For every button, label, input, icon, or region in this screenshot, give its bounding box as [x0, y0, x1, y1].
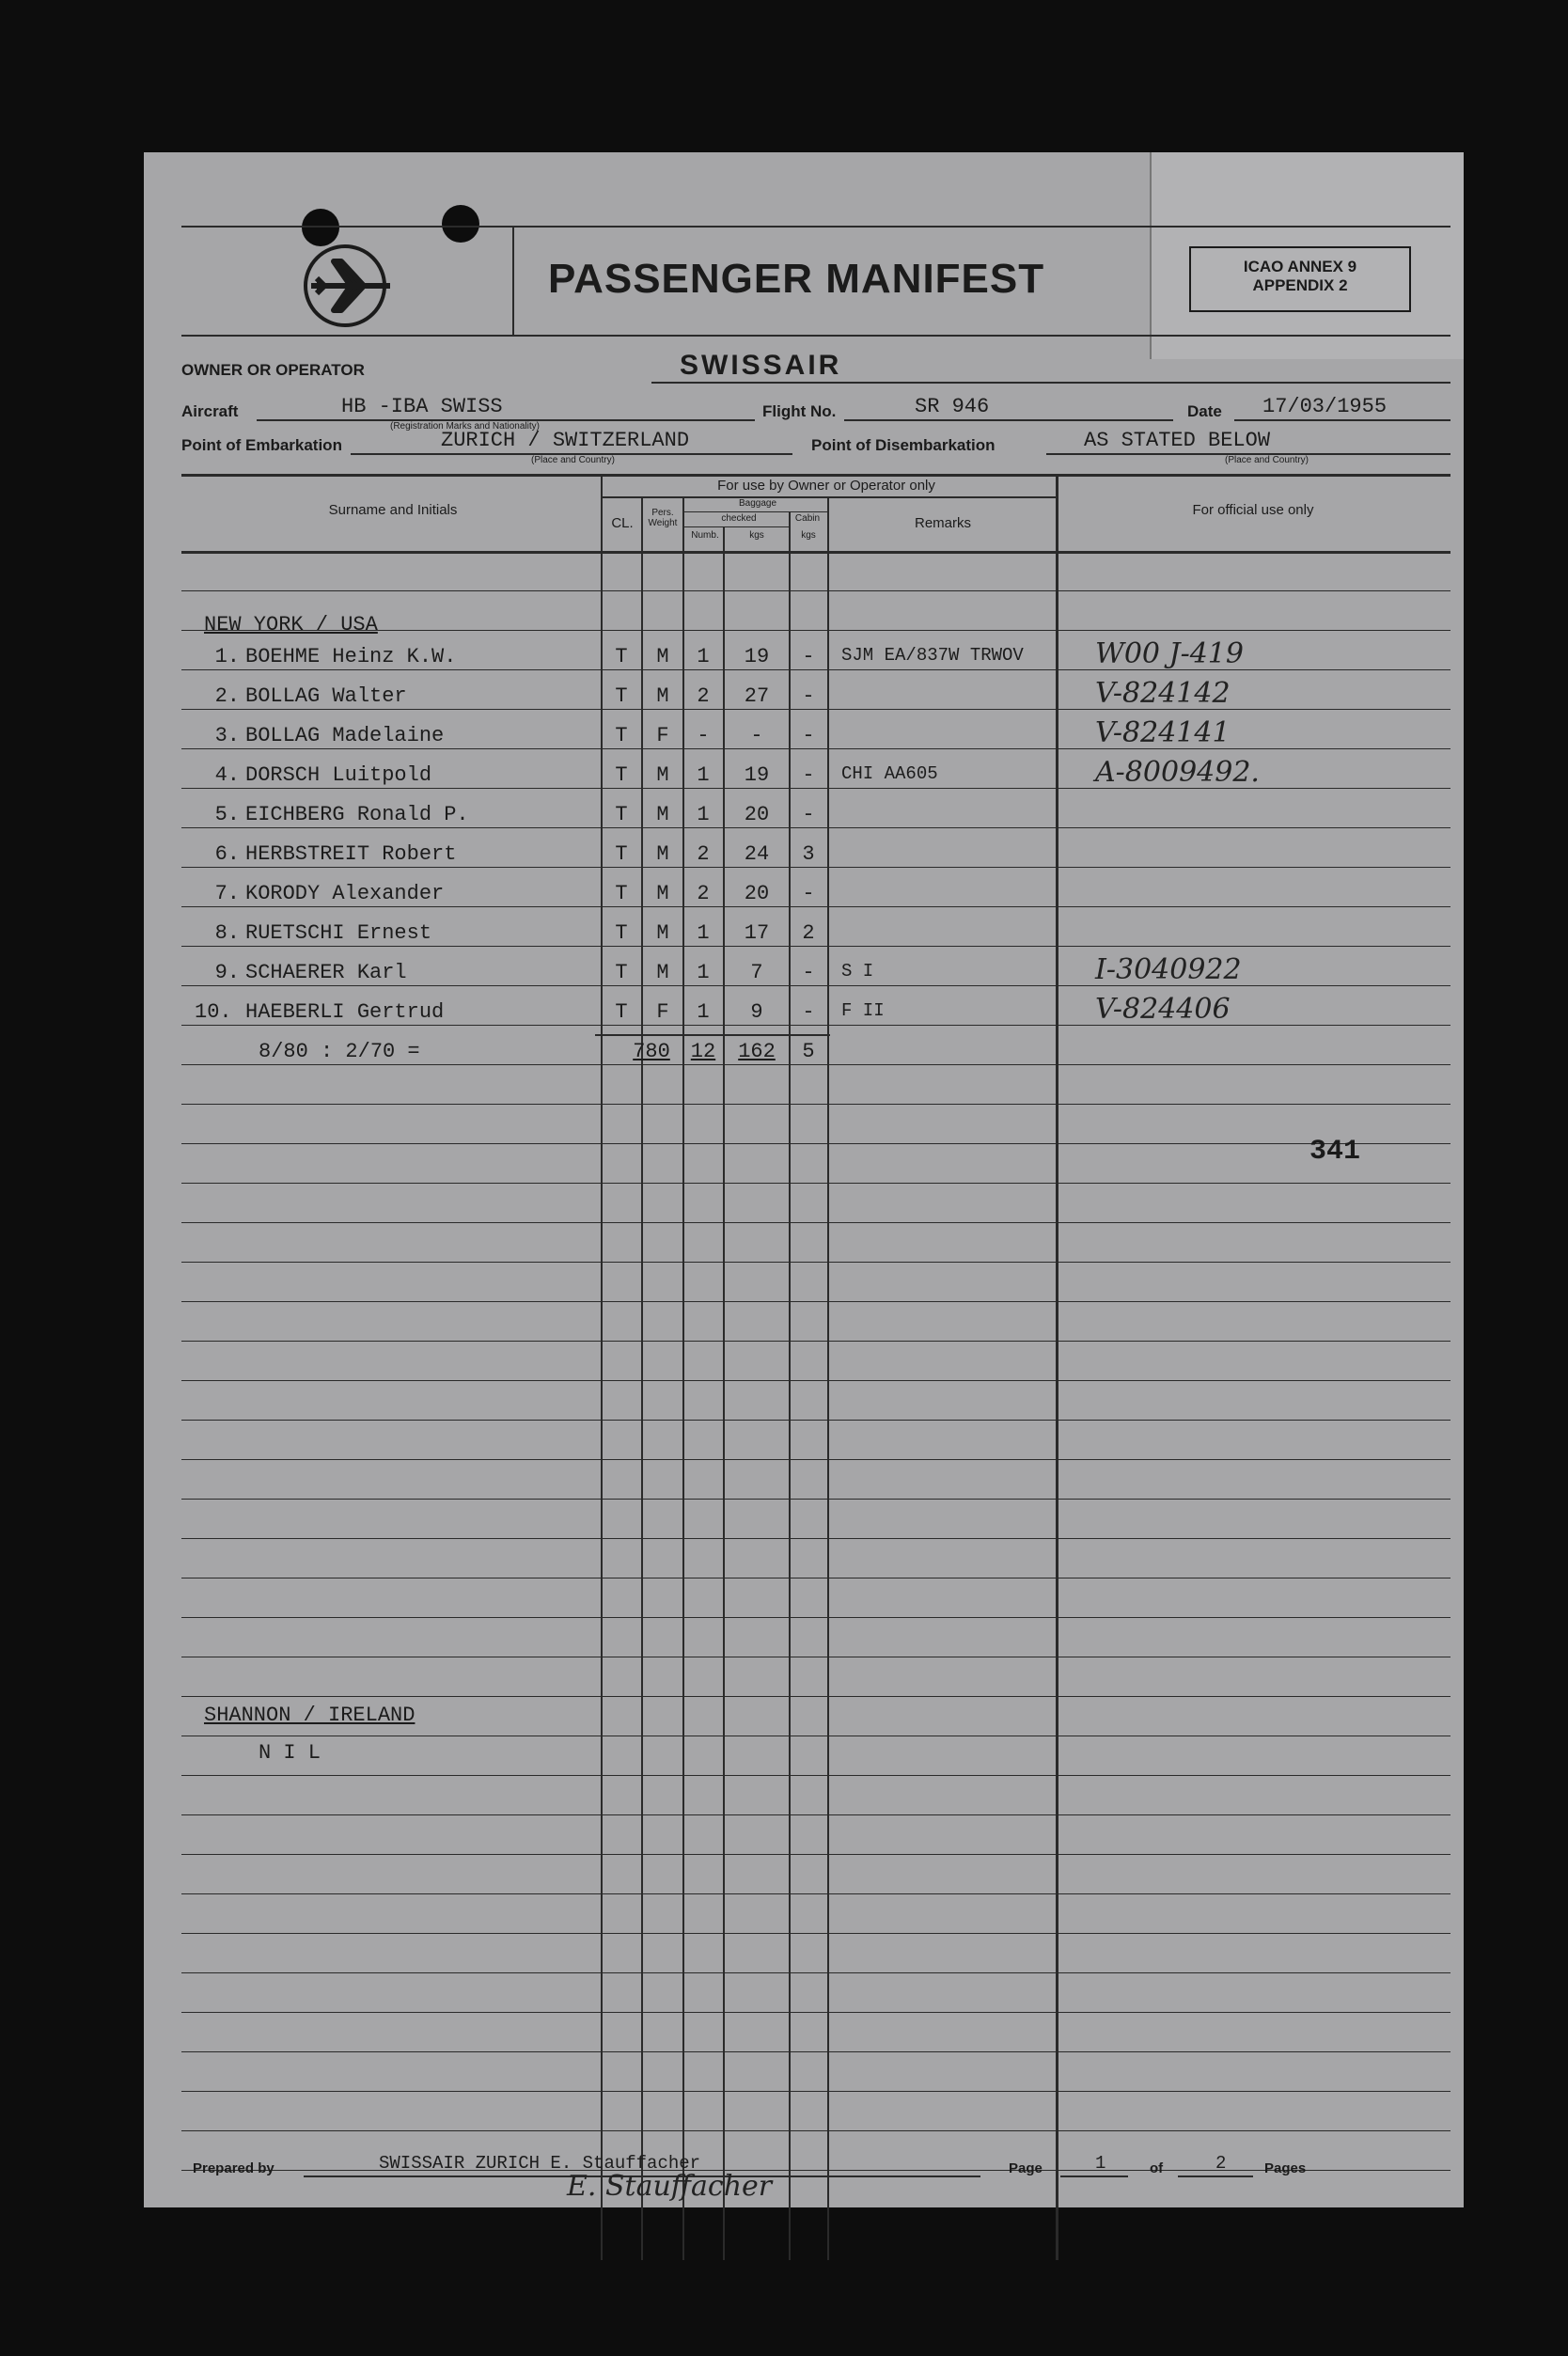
passenger-number: 3.: [214, 724, 240, 747]
ruled-line: [181, 1222, 1450, 1223]
cabin-header: Cabin: [794, 513, 821, 524]
passenger-name: BOEHME Heinz K.W.: [245, 645, 457, 668]
aircraft-note: (Registration Marks and Nationality): [390, 421, 540, 432]
cabin-kgs: 2: [802, 921, 815, 945]
totals-cabin: 5: [802, 1040, 815, 1063]
numb-header: Numb.: [691, 530, 719, 541]
passenger-class: T: [615, 684, 628, 708]
owner-label: OWNER OR OPERATOR: [181, 361, 365, 379]
passenger-class: T: [615, 961, 628, 984]
ruled-line: [181, 669, 1450, 670]
ruled-line: [181, 1854, 1450, 1855]
baggage-kgs: 17: [744, 921, 770, 945]
icao-line2: APPENDIX 2: [1252, 276, 1348, 294]
ruled-line: [181, 1578, 1450, 1579]
cabin-kgs: -: [802, 724, 815, 747]
aircraft-label: Aircraft: [181, 402, 239, 420]
passenger-remarks: SJM EA/837W TRWOV: [841, 645, 1024, 666]
pages-label: Pages: [1264, 2160, 1307, 2176]
passenger-name: BOLLAG Madelaine: [245, 724, 445, 747]
baggage-numb: 1: [697, 1000, 710, 1024]
official-entry: V-824141: [1095, 716, 1231, 749]
date-value: 17/03/1955: [1262, 395, 1388, 418]
passenger-number: 1.: [214, 645, 240, 668]
official-entry: I-3040922: [1095, 953, 1242, 986]
passenger-name: BOLLAG Walter: [245, 684, 407, 708]
disembark-value: AS STATED BELOW: [1084, 429, 1271, 452]
cl-header: CL.: [611, 515, 634, 531]
ruled-line: [181, 1696, 1450, 1697]
passenger-remarks: CHI AA605: [841, 763, 938, 784]
baggage-kgs: 27: [744, 684, 770, 708]
baggage-kgs: -: [750, 724, 763, 747]
passenger-number: 2.: [214, 684, 240, 708]
passenger-name: HERBSTREIT Robert: [245, 842, 457, 866]
ruled-line: [181, 1341, 1450, 1342]
kgs-header: kgs: [749, 530, 764, 541]
destination-new-york: NEW YORK / USA: [204, 613, 378, 636]
disembark-note: (Place and Country): [1225, 455, 1309, 465]
embark-label: Point of Embarkation: [181, 436, 342, 454]
ruled-line: [181, 1380, 1450, 1381]
passenger-name: RUETSCHI Ernest: [245, 921, 432, 945]
cabin-kgs: 3: [802, 842, 815, 866]
owner-value: SWISSAIR: [680, 350, 842, 381]
ruled-line: [181, 906, 1450, 907]
passenger-name: KORODY Alexander: [245, 882, 445, 905]
remarks-header: Remarks: [914, 515, 971, 531]
prepared-value: SWISSAIR ZURICH E. Stauffacher: [379, 2153, 701, 2174]
passenger-class: T: [615, 763, 628, 787]
passenger-name: SCHAERER Karl: [245, 961, 407, 984]
passenger-class: T: [615, 724, 628, 747]
passenger-remarks: F II: [841, 1000, 885, 1021]
ruled-line: [181, 1301, 1450, 1302]
passenger-number: 5.: [214, 803, 240, 826]
passenger-weight: M: [656, 645, 669, 668]
totals-label: 8/80 : 2/70 =: [259, 1040, 420, 1063]
signature: E. Stauffacher: [567, 2170, 773, 2203]
official-entry: W00 J-419: [1095, 637, 1244, 670]
page-label: Page: [1009, 2160, 1043, 2176]
ruled-line: [181, 1262, 1450, 1263]
prepared-label: Prepared by: [193, 2160, 274, 2176]
ruled-line: [181, 1538, 1450, 1539]
baggage-kgs: 24: [744, 842, 770, 866]
embark-value: ZURICH / SWITZERLAND: [441, 429, 690, 452]
ruled-line: [181, 788, 1450, 789]
passenger-class: T: [615, 882, 628, 905]
passenger-weight: M: [656, 882, 669, 905]
ruled-line: [181, 709, 1450, 710]
passenger-weight: M: [656, 921, 669, 945]
baggage-kgs: 9: [750, 1000, 763, 1024]
passenger-weight: M: [656, 763, 669, 787]
official-header: For official use only: [1192, 502, 1314, 518]
form-title: PASSENGER MANIFEST: [548, 256, 1045, 302]
aircraft-value: HB -IBA SWISS: [341, 395, 503, 418]
cabin-kgs: -: [802, 1000, 815, 1024]
baggage-numb: 1: [697, 763, 710, 787]
cabin-kgs: -: [802, 803, 815, 826]
ruled-line: [181, 2012, 1450, 2013]
passenger-number: 10.: [195, 1000, 232, 1024]
ruled-line: [181, 748, 1450, 749]
passenger-name: DORSCH Luitpold: [245, 763, 432, 787]
passenger-number: 8.: [214, 921, 240, 945]
cabin-kgs: -: [802, 961, 815, 984]
passenger-number: 9.: [214, 961, 240, 984]
baggage-numb: 1: [697, 645, 710, 668]
cabin-kgs: -: [802, 763, 815, 787]
ruled-line: [181, 1499, 1450, 1500]
passenger-class: T: [615, 803, 628, 826]
baggage-numb: 2: [697, 882, 710, 905]
manifest-sheet: [144, 152, 1464, 2207]
surname-header: Surname and Initials: [328, 502, 458, 518]
icao-line1: ICAO ANNEX 9: [1243, 258, 1357, 275]
ruled-line: [181, 1933, 1450, 1934]
ruled-line: [181, 1025, 1450, 1026]
passenger-weight: M: [656, 803, 669, 826]
ruled-line: [181, 1775, 1450, 1776]
punch-hole: [442, 205, 479, 243]
baggage-kgs: 7: [750, 961, 763, 984]
ruled-line: [181, 1420, 1450, 1421]
of-label: of: [1150, 2160, 1164, 2176]
passenger-number: 6.: [214, 842, 240, 866]
ruled-line: [181, 2051, 1450, 2052]
passenger-class: T: [615, 645, 628, 668]
icao-box: [1189, 246, 1411, 312]
page-value: 1: [1095, 2153, 1106, 2174]
cabin-kgs: -: [802, 645, 815, 668]
passenger-class: T: [615, 842, 628, 866]
passenger-weight: M: [656, 961, 669, 984]
ruled-line: [181, 827, 1450, 828]
cabin-kgs: -: [802, 684, 815, 708]
baggage-numb: 2: [697, 842, 710, 866]
ruled-line: [181, 1104, 1450, 1105]
ruled-line: [181, 1064, 1450, 1065]
passenger-weight: F: [656, 1000, 669, 1024]
pages-value: 2: [1215, 2153, 1227, 2174]
disembark-label: Point of Disembarkation: [811, 436, 996, 454]
passenger-name: HAEBERLI Gertrud: [245, 1000, 445, 1024]
airplane-logo-icon: [296, 239, 400, 333]
ruled-line: [181, 1143, 1450, 1144]
ruled-line: [181, 590, 1450, 591]
embark-note: (Place and Country): [531, 455, 615, 465]
passenger-weight: M: [656, 842, 669, 866]
passenger-weight: F: [656, 724, 669, 747]
ruled-line: [181, 2170, 1450, 2171]
nil-entry: N I L: [259, 1741, 321, 1765]
baggage-kgs: 20: [744, 882, 770, 905]
passenger-number: 4.: [214, 763, 240, 787]
official-entry: A-8009492.: [1095, 756, 1260, 789]
owner-use-header: For use by Owner or Operator only: [717, 478, 935, 494]
ruled-line: [181, 2091, 1450, 2092]
ruled-line: [181, 985, 1450, 986]
ruled-line: [181, 1972, 1450, 1973]
checked-header: checked: [721, 513, 757, 524]
baggage-numb: 1: [697, 803, 710, 826]
ruled-line: [181, 1617, 1450, 1618]
passenger-weight: M: [656, 684, 669, 708]
passenger-name: EICHBERG Ronald P.: [245, 803, 469, 826]
passenger-class: T: [615, 1000, 628, 1024]
passenger-number: 7.: [214, 882, 240, 905]
ruled-line: [181, 1183, 1450, 1184]
baggage-numb: 1: [697, 921, 710, 945]
baggage-numb: 1: [697, 961, 710, 984]
ruled-line: [181, 1459, 1450, 1460]
passenger-remarks: S I: [841, 961, 874, 982]
ruled-line: [181, 1814, 1450, 1815]
baggage-numb: -: [697, 724, 710, 747]
note-341: 341: [1309, 1136, 1361, 1168]
ruled-line: [181, 1893, 1450, 1894]
baggage-header: Baggage: [738, 498, 777, 509]
ruled-line: [181, 2130, 1450, 2131]
flight-value: SR 946: [915, 395, 990, 418]
passenger-class: T: [615, 921, 628, 945]
official-entry: V-824406: [1095, 993, 1231, 1026]
baggage-numb: 2: [697, 684, 710, 708]
cabin-kgs: -: [802, 882, 815, 905]
baggage-kgs: 19: [744, 763, 770, 787]
ruled-line: [181, 867, 1450, 868]
ruled-line: [181, 946, 1450, 947]
totals-kgs: 162: [738, 1040, 776, 1063]
date-label: Date: [1187, 402, 1222, 420]
totals-weight: 780: [633, 1040, 670, 1063]
destination-shannon: SHANNON / IRELAND: [204, 1704, 416, 1727]
flight-label: Flight No.: [762, 402, 837, 420]
baggage-kgs: 19: [744, 645, 770, 668]
totals-numb: 12: [690, 1040, 716, 1063]
official-entry: V-824142: [1095, 677, 1231, 710]
baggage-kgs: 20: [744, 803, 770, 826]
cabin-kgs-header: kgs: [801, 530, 816, 541]
pers-weight-header: Pers. Weight: [648, 508, 678, 528]
